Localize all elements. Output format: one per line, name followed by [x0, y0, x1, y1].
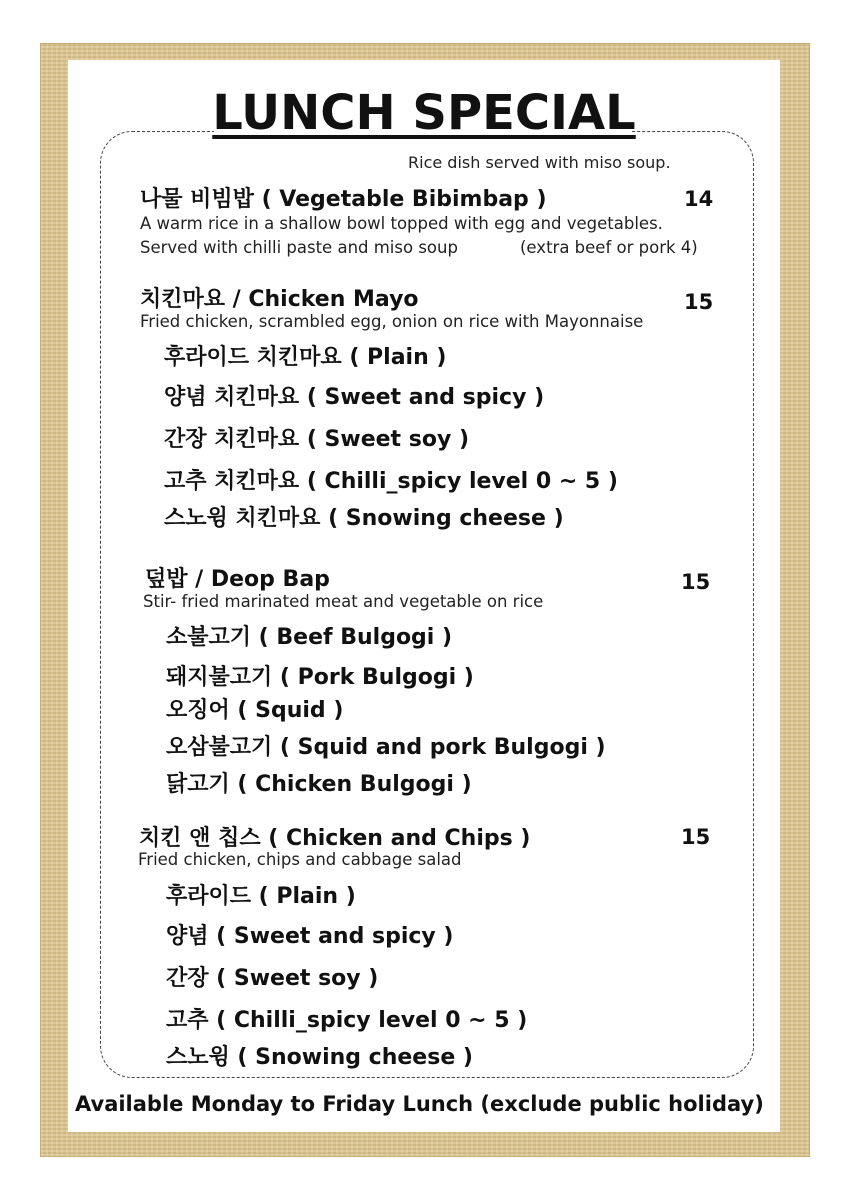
dish-desc-line: Fried chicken, scrambled egg, onion on rice with Mayonnaise — [140, 312, 644, 331]
dish-desc-line: Served with chilli paste and miso soup — [140, 238, 458, 257]
option-item: 돼지불고기 ( Pork Bulgogi ) — [166, 665, 474, 690]
dish-name-deop-bap: 덮밥 / Deop Bap — [145, 567, 330, 592]
option-item: 고추 치킨마요 ( Chilli_spicy level 0 ~ 5 ) — [164, 469, 618, 494]
page-title — [0, 84, 848, 142]
option-item: 간장 ( Sweet soy ) — [166, 966, 379, 991]
option-item: 소불고기 ( Beef Bulgogi ) — [166, 625, 453, 650]
option-item: 오삼불고기 ( Squid and pork Bulgogi ) — [166, 735, 606, 760]
dish-desc-line: A warm rice in a shallow bowl topped with egg and vegetables. — [140, 214, 663, 233]
dish-name-bibimbap: 나물 비빔밥 ( Vegetable Bibimbap ) — [140, 187, 547, 212]
menu-note: Rice dish served with miso soup. — [408, 153, 671, 172]
dish-desc-line: Stir- fried marinated meat and vegetable on rice — [143, 592, 544, 611]
option-item: 후라이드 ( Plain ) — [166, 884, 356, 909]
availability-note: Available Monday to Friday Lunch (exclude public holiday) — [75, 1092, 764, 1116]
dish-price-bibimbap: 14 — [684, 187, 714, 211]
dish-name-chicken-mayo: 치킨마요 / Chicken Mayo — [140, 287, 419, 312]
dish-name-chicken-chips: 치킨 앤 칩스 ( Chicken and Chips ) — [139, 826, 531, 851]
dish-price-chicken-chips: 15 — [681, 825, 711, 849]
option-item: 간장 치킨마요 ( Sweet soy ) — [164, 427, 469, 452]
option-item: 닭고기 ( Chicken Bulgogi ) — [166, 772, 472, 797]
option-item: 양념 ( Sweet and spicy ) — [166, 924, 454, 949]
option-item: 고추 ( Chilli_spicy level 0 ~ 5 ) — [166, 1008, 528, 1033]
dish-extra-note: (extra beef or pork 4) — [520, 238, 698, 257]
option-item: 양념 치킨마요 ( Sweet and spicy ) — [164, 385, 545, 410]
option-item: 오징어 ( Squid ) — [166, 698, 344, 723]
option-item: 후라이드 치킨마요 ( Plain ) — [164, 345, 447, 370]
option-item: 스노윙 치킨마요 ( Snowing cheese ) — [164, 506, 564, 531]
dish-price-deop-bap: 15 — [681, 570, 711, 594]
dish-price-chicken-mayo: 15 — [684, 290, 714, 314]
option-item: 스노윙 ( Snowing cheese ) — [166, 1045, 473, 1070]
title-text: LUNCH SPECIAL — [212, 85, 636, 141]
dish-desc-line: Fried chicken, chips and cabbage salad — [138, 850, 462, 869]
